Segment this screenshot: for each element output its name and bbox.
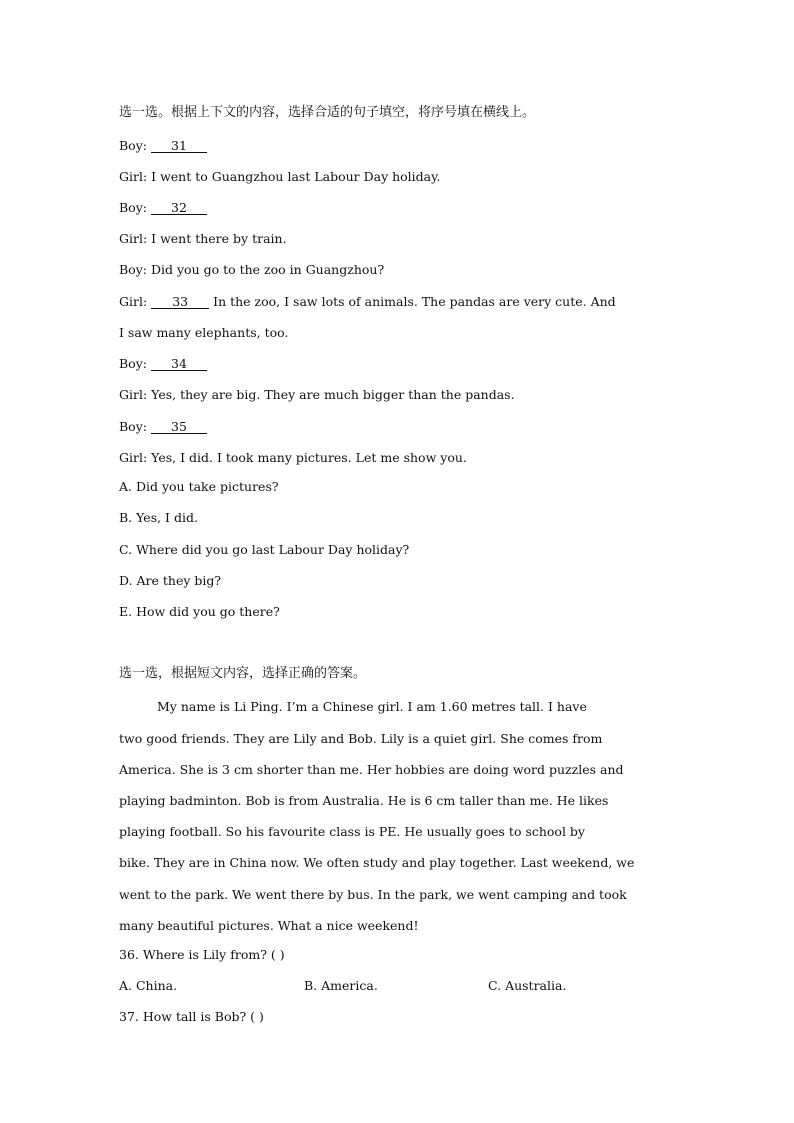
speaker-label: Boy:	[119, 356, 147, 371]
passage-line-3: America. She is 3 cm shorter than me. Her hobbies are doing word puzzles and	[119, 762, 624, 777]
option-b: B. Yes, I did.	[119, 510, 198, 525]
dialogue-text: I went to Guangzhou last Labour Day holiday.	[151, 169, 441, 184]
answer-blank-33[interactable]: 33	[151, 295, 209, 309]
question-36-option-a: A. China.	[119, 978, 178, 993]
section1-heading: 选一选。根据上下文的内容，选择合适的句子填空，将序号填在横线上。	[119, 105, 536, 120]
option-a: A. Did you take pictures?	[119, 479, 279, 494]
passage-line-6: bike. They are in China now. We often study and play together. Last weekend, we	[119, 855, 635, 870]
speaker-label: Boy:	[119, 419, 147, 434]
answer-blank-31[interactable]: 31	[151, 139, 207, 153]
dialogue-line-3	[119, 200, 207, 216]
dialogue-line-7	[119, 356, 207, 372]
speaker-label: Girl:	[119, 450, 148, 465]
answer-blank-35[interactable]: 35	[151, 420, 207, 434]
dialogue-text: In the zoo, I saw lots of animals. The pandas are very cute. And	[213, 294, 616, 309]
passage-line-5: playing football. So his favourite class is PE. He usually goes to school by	[119, 824, 585, 839]
dialogue-line-10	[119, 450, 467, 466]
dialogue-text: I went there by train.	[151, 231, 287, 246]
question-36: 36. Where is Lily from? ( )	[119, 947, 285, 962]
speaker-label: Boy:	[119, 200, 147, 215]
answer-blank-32[interactable]: 32	[151, 201, 207, 215]
passage-line-2: two good friends. They are Lily and Bob. Lily is a quiet girl. She comes from	[119, 731, 603, 746]
dialogue-line-6-continued: I saw many elephants, too.	[119, 325, 289, 340]
question-37: 37. How tall is Bob? ( )	[119, 1009, 264, 1024]
option-e: E. How did you go there?	[119, 604, 280, 619]
passage-line-4: playing badminton. Bob is from Australia. He is 6 cm taller than me. He likes	[119, 793, 609, 808]
dialogue-line-1	[119, 138, 207, 154]
dialogue-text: Yes, I did. I took many pictures. Let me show you.	[151, 450, 467, 465]
question-36-option-c: C. Australia.	[488, 978, 567, 993]
speaker-label: Girl:	[119, 231, 148, 246]
speaker-label: Girl:	[119, 294, 148, 309]
question-36-option-b: B. America.	[304, 978, 378, 993]
option-d: D. Are they big?	[119, 573, 222, 588]
dialogue-text: Did you go to the zoo in Guangzhou?	[150, 262, 385, 277]
option-c: C. Where did you go last Labour Day holiday?	[119, 542, 410, 557]
passage-line-8: many beautiful pictures. What a nice weekend!	[119, 918, 419, 933]
dialogue-line-8	[119, 387, 515, 403]
answer-blank-34[interactable]: 34	[151, 357, 207, 371]
speaker-label: Girl:	[119, 387, 148, 402]
dialogue-line-9	[119, 419, 207, 435]
dialogue-text: Yes, they are big. They are much bigger than the pandas.	[151, 387, 515, 402]
speaker-label: Boy:	[119, 138, 147, 153]
passage-line-7: went to the park. We went there by bus. In the park, we went camping and took	[119, 887, 627, 902]
passage-line-1: My name is Li Ping. I’m a Chinese girl. I am 1.60 metres tall. I have	[157, 699, 587, 714]
speaker-label: Girl:	[119, 169, 148, 184]
dialogue-line-5	[119, 262, 384, 278]
section2-heading: 选一选，根据短文内容，选择正确的答案。	[119, 666, 367, 681]
dialogue-line-6	[119, 294, 616, 310]
dialogue-line-4	[119, 231, 287, 247]
dialogue-line-2	[119, 169, 441, 185]
speaker-label: Boy:	[119, 262, 147, 277]
